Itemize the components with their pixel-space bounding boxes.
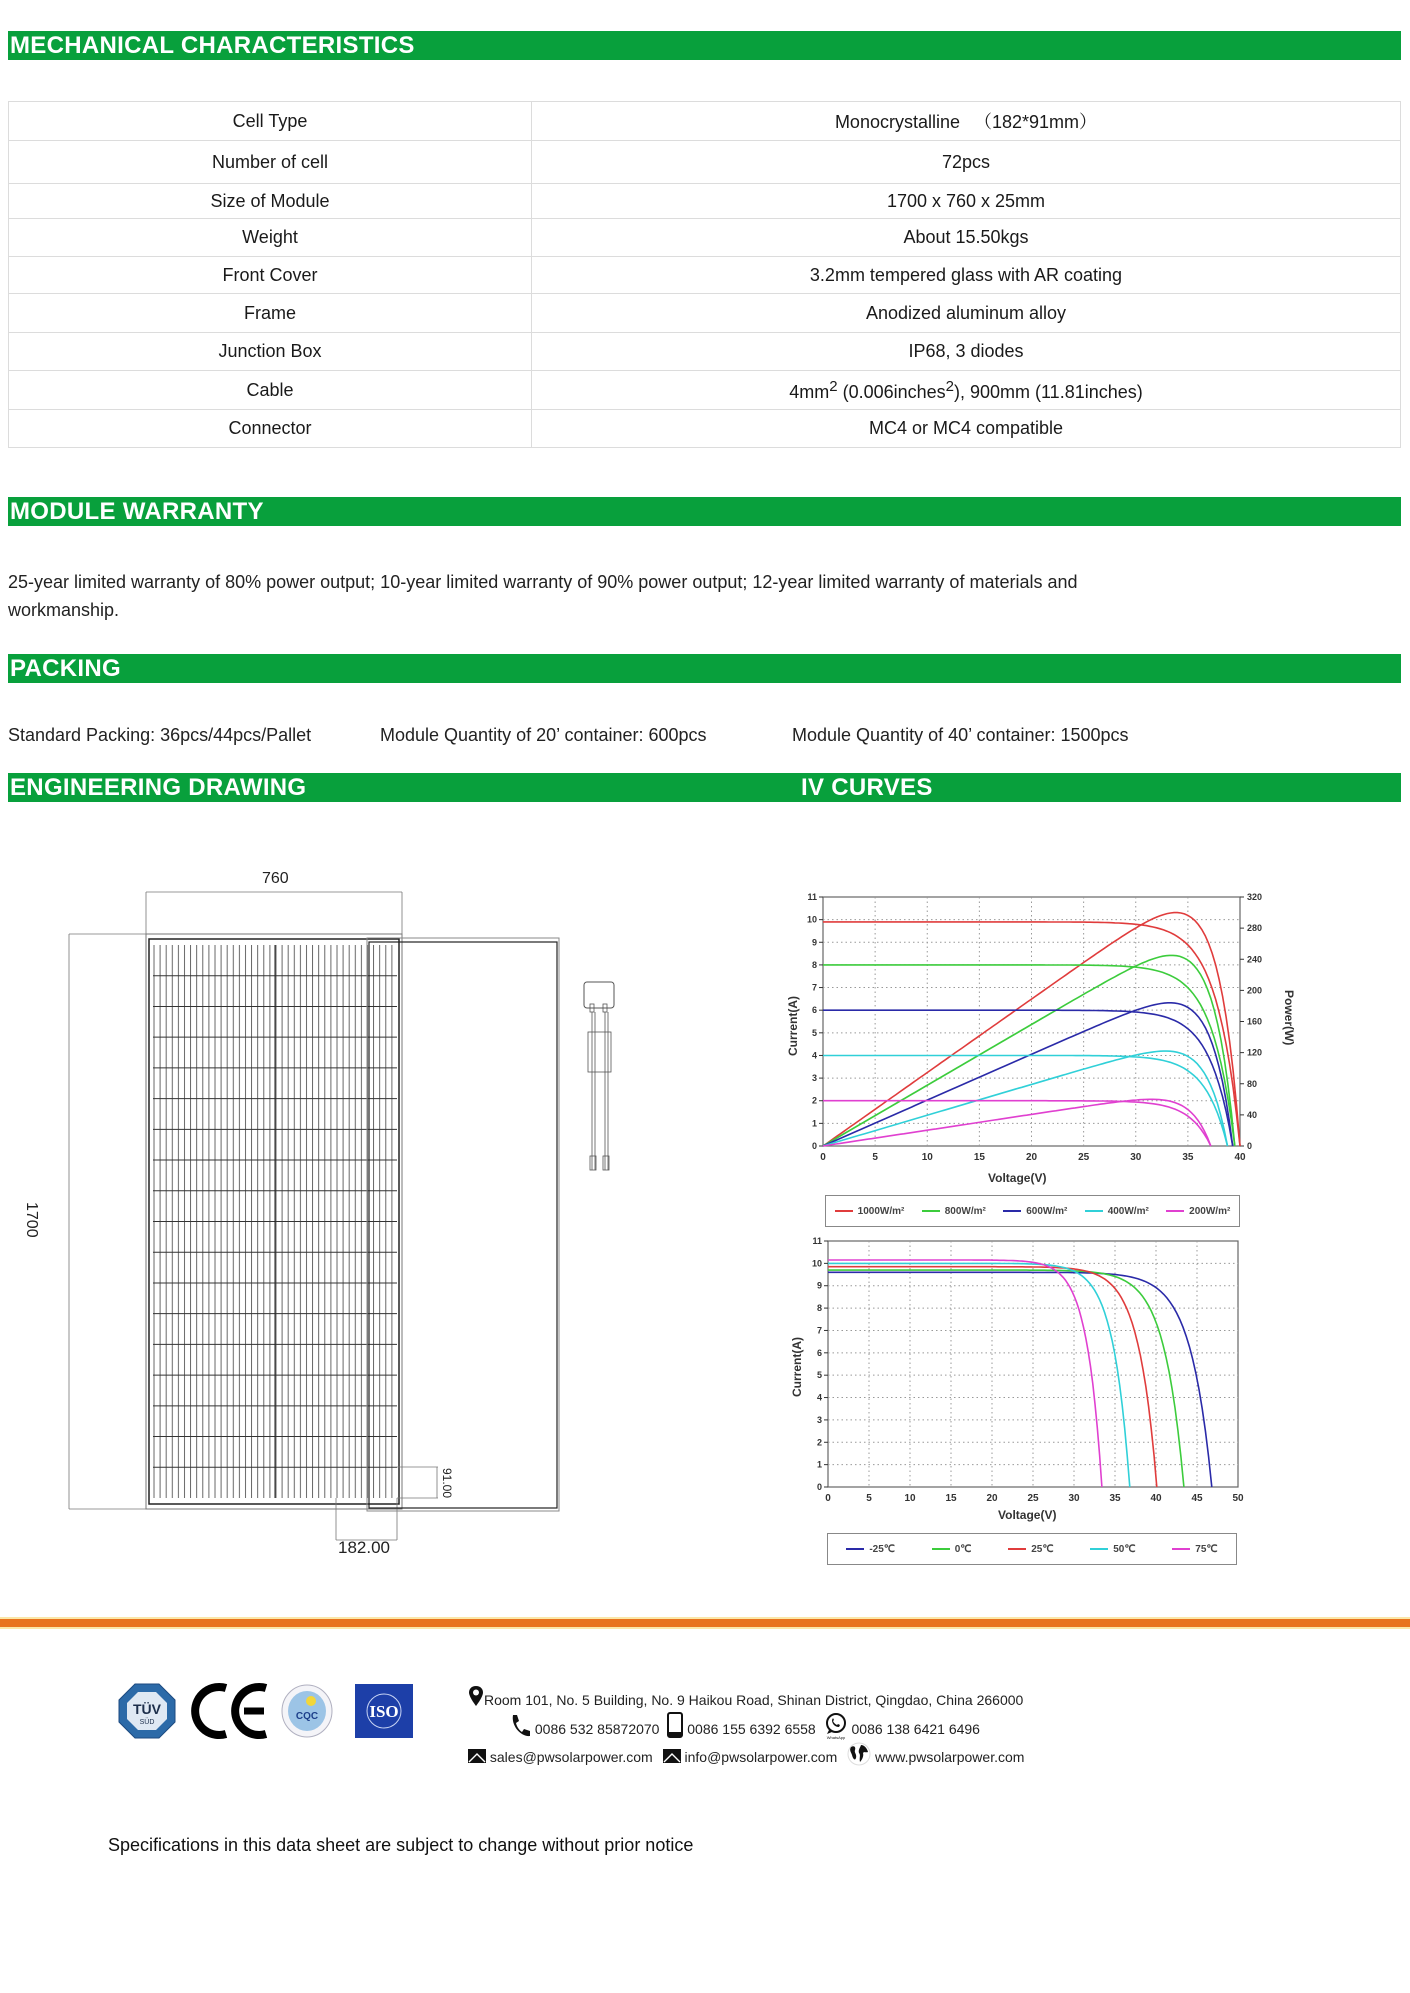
chart2-legend (827, 1533, 1237, 1565)
legend-item (1085, 1206, 1149, 1217)
svg-text:40: 40 (1247, 1109, 1258, 1120)
table-row (9, 102, 1401, 141)
legend-swatch (1166, 1210, 1184, 1212)
svg-text:0: 0 (811, 1141, 817, 1151)
legend-label: 75℃ (1195, 1543, 1218, 1555)
section-title: MECHANICAL CHARACTERISTICS (10, 32, 415, 59)
legend-swatch (1090, 1548, 1108, 1550)
spec-label: Connector (9, 410, 532, 448)
phone-number[interactable]: 0086 532 85872070 (534, 1721, 660, 1737)
svg-text:320: 320 (1247, 892, 1263, 902)
svg-text:10: 10 (904, 1493, 916, 1504)
phone-icon (509, 1714, 531, 1738)
section-header-warranty (8, 497, 1401, 526)
svg-text:4: 4 (811, 1050, 817, 1061)
legend-item (922, 1206, 986, 1217)
svg-text:5: 5 (816, 1370, 822, 1381)
location-pin-icon (468, 1685, 484, 1707)
section-title: MODULE WARRANTY (10, 498, 264, 525)
svg-text:8: 8 (816, 1303, 822, 1314)
legend-label: 25℃ (1031, 1543, 1054, 1555)
legend-label: 1000W/m² (857, 1205, 905, 1217)
spec-value: 3.2mm tempered glass with AR coating (532, 257, 1401, 294)
svg-text:30: 30 (1068, 1493, 1080, 1504)
svg-text:80: 80 (1247, 1078, 1258, 1089)
value-text: ), 900mm (11.81inches) (954, 381, 1143, 402)
legend-label: 600W/m² (1026, 1205, 1068, 1217)
email-sales-link[interactable]: sales@pwsolarpower.com (489, 1749, 653, 1765)
superscript: 2 (829, 377, 838, 395)
svg-text:6: 6 (816, 1347, 822, 1358)
table-row (9, 141, 1401, 184)
legend-swatch (1008, 1548, 1026, 1550)
email-info-link[interactable]: info@pwsolarpower.com (684, 1749, 838, 1765)
svg-text:35: 35 (1109, 1493, 1121, 1504)
legend-swatch (846, 1548, 864, 1550)
width-dimension-label: 760 (262, 870, 289, 887)
svg-text:5: 5 (811, 1027, 817, 1038)
spec-value: IP68, 3 diodes (532, 333, 1401, 371)
svg-text:WhatsApp: WhatsApp (826, 1735, 845, 1740)
legend-label: 800W/m² (944, 1205, 986, 1217)
spec-value: Anodized aluminum alloy (532, 294, 1401, 333)
section-title: PACKING (10, 655, 121, 682)
svg-text:10: 10 (921, 1152, 933, 1163)
legend-item (932, 1544, 972, 1555)
svg-text:25: 25 (1027, 1493, 1039, 1504)
svg-text:50: 50 (1232, 1493, 1244, 1504)
spec-label: Junction Box (9, 333, 532, 371)
legend-swatch (922, 1210, 940, 1212)
tuv-logo (118, 1683, 176, 1739)
svg-text:160: 160 (1247, 1016, 1263, 1027)
svg-text:0: 0 (1247, 1141, 1253, 1151)
whatsapp-icon (824, 1712, 848, 1740)
svg-text:25: 25 (1078, 1152, 1090, 1163)
svg-text:10: 10 (806, 914, 817, 925)
svg-text:10: 10 (811, 1258, 822, 1269)
svg-text:3: 3 (811, 1073, 817, 1084)
iv-chart-temperature-svg (780, 1225, 1300, 1530)
svg-text:2: 2 (816, 1437, 822, 1448)
svg-text:1: 1 (811, 1118, 817, 1129)
svg-text:0: 0 (825, 1493, 831, 1504)
whatsapp-number[interactable]: 0086 138 6421 6496 (851, 1721, 980, 1737)
svg-text:SÜD: SÜD (139, 1719, 155, 1726)
value-text: (0.006inches (837, 381, 946, 402)
section-title-iv-curves: IV CURVES (801, 774, 933, 801)
svg-text:11: 11 (807, 892, 817, 902)
spec-value: MC4 or MC4 compatible (532, 410, 1401, 448)
svg-text:CQC: CQC (295, 1711, 319, 1722)
footer-divider (0, 1619, 1410, 1627)
superscript: 2 (945, 377, 954, 395)
packing-container-40: Module Quantity of 40’ container: 1500pcs (792, 725, 1129, 745)
chart2-ylabel: Current(A) (790, 1337, 804, 1397)
legend-item (1090, 1544, 1135, 1555)
svg-text:5: 5 (866, 1493, 872, 1504)
module-drawing-svg (0, 840, 760, 1580)
legend-swatch (1085, 1210, 1103, 1212)
legend-item (1008, 1544, 1053, 1555)
svg-text:30: 30 (1130, 1152, 1142, 1163)
table-row (9, 184, 1401, 219)
spec-label: Cell Type (9, 102, 532, 141)
svg-text:20: 20 (1025, 1152, 1038, 1163)
section-header-packing (8, 654, 1401, 683)
disclaimer-note: Specifications in this data sheet are subject to change without prior notice (108, 1835, 694, 1855)
section-header-mechanical (8, 31, 1401, 60)
spec-label: Front Cover (9, 257, 532, 294)
svg-text:TÜV: TÜV (133, 1701, 161, 1717)
mobile-phone-icon (667, 1712, 683, 1738)
svg-text:120: 120 (1247, 1047, 1263, 1058)
svg-text:15: 15 (973, 1152, 985, 1163)
value-text: 4mm (789, 381, 830, 402)
legend-item (1003, 1206, 1067, 1217)
email-icon (663, 1749, 681, 1763)
iso-logo (355, 1684, 413, 1738)
svg-text:40: 40 (1234, 1152, 1246, 1163)
svg-text:0: 0 (820, 1152, 826, 1163)
svg-text:6: 6 (811, 1005, 817, 1016)
phone-line (509, 1712, 980, 1740)
section-header-engineering (8, 773, 1401, 802)
table-row (9, 294, 1401, 333)
spec-value: 1700 x 760 x 25mm (532, 184, 1401, 219)
chart1-y2label: Power(W) (1282, 990, 1296, 1046)
legend-label: 200W/m² (1189, 1205, 1231, 1217)
spec-value (532, 371, 1401, 410)
svg-text:200: 200 (1247, 985, 1263, 996)
chart1-ylabel: Current(A) (786, 996, 800, 1056)
legend-swatch (932, 1548, 950, 1550)
table-row (9, 257, 1401, 294)
legend-swatch (1172, 1548, 1190, 1550)
cqc-logo (280, 1683, 334, 1739)
address-line (468, 1685, 1023, 1708)
svg-text:11: 11 (812, 1236, 822, 1246)
engineering-drawing (0, 840, 760, 1580)
spec-label: Cable (9, 371, 532, 410)
height-dimension-label: 1700 (23, 1202, 40, 1238)
svg-text:ISO: ISO (369, 1702, 399, 1721)
email-web-line (468, 1742, 1024, 1768)
spec-label: Weight (9, 219, 532, 257)
chart1-xlabel: Voltage(V) (988, 1171, 1047, 1185)
section-title: ENGINEERING DRAWING (10, 774, 307, 801)
spec-label: Size of Module (9, 184, 532, 219)
spec-label: Frame (9, 294, 532, 333)
svg-text:1: 1 (816, 1459, 822, 1470)
spec-value: 72pcs (532, 141, 1401, 184)
svg-text:40: 40 (1150, 1493, 1162, 1504)
svg-text:280: 280 (1247, 923, 1263, 934)
svg-text:35: 35 (1182, 1152, 1194, 1163)
legend-item (835, 1206, 905, 1217)
website-link[interactable]: www.pwsolarpower.com (875, 1749, 1025, 1765)
chart1-legend (825, 1195, 1240, 1227)
legend-swatch (1003, 1210, 1021, 1212)
iv-chart-irradiance-svg (780, 880, 1300, 1190)
legend-label: 400W/m² (1107, 1205, 1149, 1217)
chart2-xlabel: Voltage(V) (998, 1508, 1057, 1522)
table-row (9, 371, 1401, 410)
cell-width-label: 182.00 (338, 1538, 390, 1557)
iv-chart-temperature (780, 1225, 1300, 1530)
iv-chart-irradiance (780, 880, 1300, 1190)
ce-logo (190, 1682, 270, 1740)
legend-label: 0℃ (954, 1543, 972, 1555)
svg-text:20: 20 (986, 1493, 998, 1504)
legend-label: -25℃ (869, 1543, 896, 1555)
table-row (9, 333, 1401, 371)
svg-text:9: 9 (811, 937, 817, 948)
warranty-text: 25-year limited warranty of 80% power output; 10-year limited warranty of 90% power output; 12-year limited warranty of materials and workmanship. (8, 572, 1078, 620)
address-text: Room 101, No. 5 Building, No. 9 Haikou Road, Shinan District, Qingdao, China 266000 (484, 1692, 1024, 1708)
legend-label: 50℃ (1113, 1543, 1136, 1555)
spec-value: Monocrystalline （182*91mm） (532, 102, 1401, 141)
svg-text:15: 15 (945, 1493, 957, 1504)
svg-text:9: 9 (816, 1280, 822, 1291)
email-icon (468, 1749, 486, 1763)
svg-text:45: 45 (1191, 1493, 1203, 1504)
svg-text:240: 240 (1247, 954, 1263, 965)
legend-item (1172, 1544, 1217, 1555)
svg-text:3: 3 (816, 1414, 822, 1425)
legend-swatch (835, 1210, 853, 1212)
svg-text:8: 8 (811, 959, 817, 970)
globe-icon (847, 1742, 871, 1768)
packing-container-20: Module Quantity of 20’ container: 600pcs (380, 725, 707, 745)
legend-item (1166, 1206, 1230, 1217)
svg-text:7: 7 (811, 982, 817, 993)
svg-text:2: 2 (811, 1095, 817, 1106)
table-row (9, 219, 1401, 257)
mobile-number[interactable]: 0086 155 6392 6558 (687, 1721, 816, 1737)
table-row (9, 410, 1401, 448)
spec-label: Number of cell (9, 141, 532, 184)
svg-text:4: 4 (816, 1392, 822, 1403)
mechanical-table (8, 101, 1401, 448)
cell-height-label: 91.00 (440, 1468, 454, 1499)
svg-text:0: 0 (816, 1482, 822, 1492)
svg-text:5: 5 (872, 1152, 878, 1163)
legend-item (846, 1544, 895, 1555)
packing-standard: Standard Packing: 36pcs/44pcs/Pallet (8, 725, 312, 745)
spec-value: About 15.50kgs (532, 219, 1401, 257)
svg-text:7: 7 (816, 1325, 822, 1336)
